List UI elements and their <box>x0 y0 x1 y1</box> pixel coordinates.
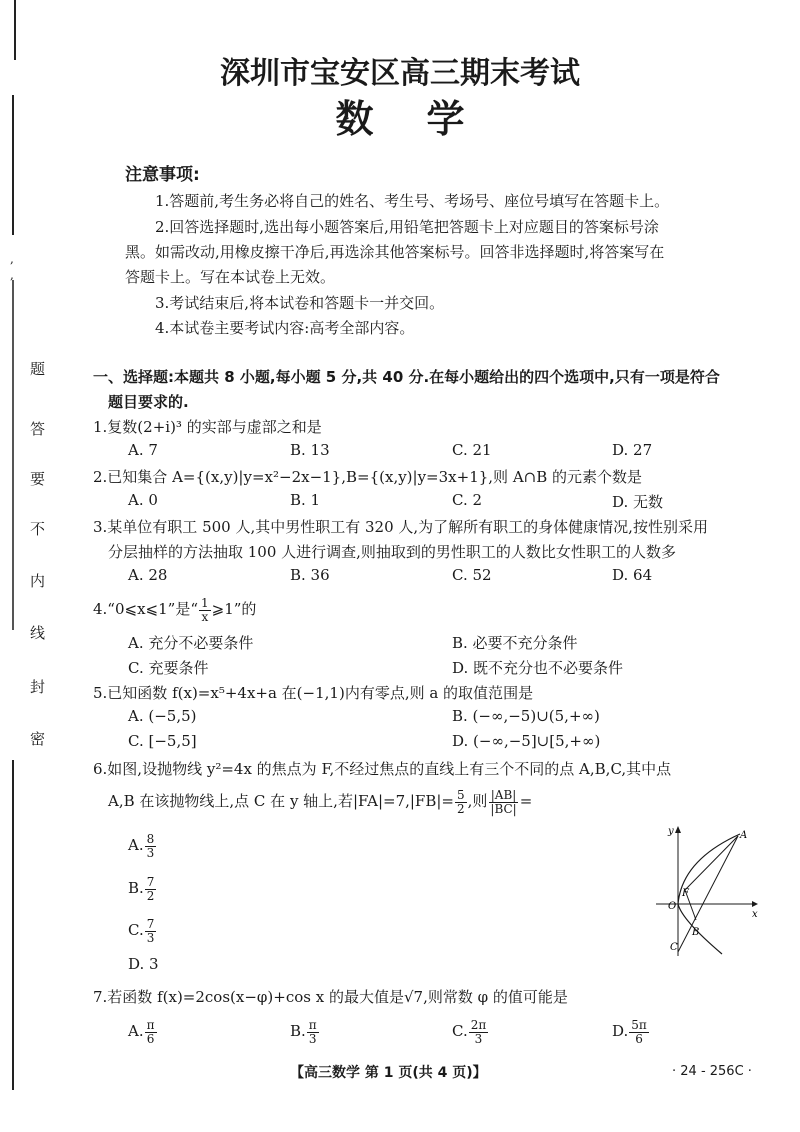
exam-title: 深圳市宝安区高三期末考试 <box>220 56 580 91</box>
label-y: y <box>668 826 674 837</box>
option-b: B. 必要不充分条件 <box>452 634 578 652</box>
segment-fa <box>685 836 738 890</box>
stem-part: ,则 <box>467 792 488 810</box>
option-b <box>290 1016 320 1046</box>
option-label: B. <box>128 879 144 897</box>
option-label: B. <box>290 1022 306 1040</box>
section-heading: 一、选择题:本题共 8 小题,每小题 5 分,共 40 分.在每小题给出的四个选项中,只有一项是符合 <box>93 368 720 386</box>
notes-line: 黑。如需改动,用橡皮擦干净后,再选涂其他答案标号。回答非选择题时,将答案写在 <box>125 243 665 261</box>
option-d: D. 27 <box>612 441 653 459</box>
question-stem: 3.某单位有职工 500 人,其中男性职工有 320 人,为了解所有职工的身体健康情况,按性别采用 <box>93 518 708 536</box>
option-c <box>128 915 157 945</box>
fraction <box>145 833 157 860</box>
option-d: D. 无数 <box>612 493 664 511</box>
option-c: C. 2 <box>452 491 483 509</box>
question-stem: 5.已知函数 f(x)=x⁵+4x+a 在(−1,1)内有零点,则 a 的取值范围是 <box>93 684 534 702</box>
page-footer: 【高三数学 第 1 页(共 4 页)】 <box>290 1065 487 1081</box>
side-char: 要 <box>30 470 46 488</box>
option-label: D. <box>612 1022 629 1040</box>
frac-den: 3 <box>308 1031 317 1046</box>
side-char: 封 <box>30 678 46 696</box>
option-c <box>452 1016 489 1046</box>
frac-den: 6 <box>146 1031 155 1046</box>
label-a: A <box>740 830 748 841</box>
fraction <box>307 1019 319 1046</box>
frac-den: 6 <box>635 1031 643 1046</box>
option-b: B. 13 <box>290 441 330 459</box>
question-stem <box>93 596 256 624</box>
stem-part: A,B 在该抛物线上,点 C 在 y 轴上,若|FA|=7,|FB|= <box>108 792 454 810</box>
option-d <box>612 1016 650 1046</box>
notes-line: 2.回答选择题时,选出每小题答案后,用铅笔把答题卡上对应题目的答案标号涂 <box>155 218 659 236</box>
section-heading-cont: 题目要求的. <box>108 393 189 411</box>
option-a: A. 28 <box>128 566 168 584</box>
option-label: A. <box>128 1022 144 1040</box>
label-b: B <box>692 927 700 938</box>
side-char: 线 <box>30 624 46 642</box>
notes-line: 1.答题前,考生务必将自己的姓名、考生号、考场号、座位号填写在答题卡上。 <box>155 192 670 210</box>
fraction <box>629 1019 649 1046</box>
option-a: A. 0 <box>128 491 158 509</box>
frac-den: 2 <box>146 888 155 903</box>
fraction <box>469 1019 489 1046</box>
label-x: x <box>752 909 758 920</box>
side-char: 题 <box>30 360 46 378</box>
question-stem: 6.如图,设抛物线 y²=4x 的焦点为 F,不经过焦点的直线上有三个不同的点 A,B,C,其中点 <box>93 760 672 778</box>
frac-num: 7 <box>146 916 155 931</box>
option-a: A. 7 <box>128 441 158 459</box>
side-char: 答 <box>30 420 46 438</box>
option-a: A. (−5,5) <box>128 707 197 725</box>
option-d: D. 3 <box>128 955 159 973</box>
option-c: C. 充要条件 <box>128 659 209 677</box>
stem-part: = <box>519 792 533 810</box>
frac-den: 3 <box>474 1031 483 1046</box>
label-f: F <box>682 888 689 899</box>
frac-num: 1 <box>201 595 209 610</box>
label-c: C <box>670 942 678 953</box>
parabola-figure <box>652 820 762 960</box>
frac-den: x <box>201 609 209 624</box>
option-d: D. 64 <box>612 566 653 584</box>
notes-line: 3.考试结束后,将本试卷和答题卡一并交回。 <box>155 294 445 312</box>
paper-code: · 24 - 256C · <box>672 1064 752 1079</box>
label-o: O <box>668 901 677 912</box>
fraction <box>145 1019 157 1046</box>
fraction <box>455 789 467 816</box>
option-a <box>128 830 157 860</box>
frac-num: 5 <box>456 787 465 802</box>
fraction <box>199 597 211 624</box>
frac-num: 8 <box>146 831 155 846</box>
option-b: B. 1 <box>290 491 321 509</box>
option-b: B. (−∞,−5)∪(5,+∞) <box>452 707 600 725</box>
stem-post: ⩾1”的 <box>211 600 257 618</box>
option-label: C. <box>128 921 144 939</box>
fraction <box>488 789 518 816</box>
x-axis-arrow <box>752 901 758 907</box>
frac-num: π <box>308 1017 317 1032</box>
option-d: D. (−∞,−5]∪[5,+∞) <box>452 732 601 750</box>
frac-num: |AB| <box>490 787 517 802</box>
side-char: 密 <box>30 730 46 748</box>
notes-line: 4.本试卷主要考试内容:高考全部内容。 <box>155 319 415 337</box>
option-c: C. 21 <box>452 441 492 459</box>
frac-num: 7 <box>146 874 155 889</box>
frac-den: |BC| <box>490 801 517 816</box>
option-b: B. 36 <box>290 566 330 584</box>
fraction <box>145 918 157 945</box>
option-label: C. <box>452 1022 468 1040</box>
frac-num: 2π <box>470 1017 487 1032</box>
option-label: A. <box>128 836 144 854</box>
option-a: A. 充分不必要条件 <box>128 634 254 652</box>
question-stem: 7.若函数 f(x)=2cos(x−φ)+cos x 的最大值是√7,则常数 φ 的值可能是 <box>93 988 568 1006</box>
side-char: 不 <box>30 520 46 538</box>
notes-line: 答题卡上。写在本试卷上无效。 <box>125 268 336 286</box>
y-axis-arrow <box>675 826 681 833</box>
option-b <box>128 873 157 903</box>
question-stem-cont: 分层抽样的方法抽取 100 人进行调查,则抽取到的男性职工的人数比女性职工的人数多 <box>108 543 676 561</box>
question-stem: 2.已知集合 A={(x,y)|y=x²−2x−1},B={(x,y)|y=3x+1},则 A∩B 的元素个数是 <box>93 468 643 486</box>
frac-den: 3 <box>146 930 155 945</box>
stem-pre: 4.“0⩽x⩽1”是“ <box>93 600 199 618</box>
question-stem: 1.复数(2+i)³ 的实部与虚部之和是 <box>93 418 322 436</box>
frac-num: 5π <box>631 1017 647 1032</box>
frac-num: π <box>146 1017 155 1032</box>
side-char: 内 <box>30 572 46 590</box>
frac-den: 2 <box>456 801 465 816</box>
option-c: C. 52 <box>452 566 492 584</box>
subject-title: 数 学 <box>335 97 465 141</box>
fraction <box>145 876 157 903</box>
option-c: C. [−5,5] <box>128 732 197 750</box>
frac-den: 3 <box>146 845 155 860</box>
question-stem-cont <box>108 786 532 816</box>
option-d: D. 既不充分也不必要条件 <box>452 659 624 677</box>
option-a <box>128 1016 158 1046</box>
notes-heading: 注意事项: <box>125 165 200 185</box>
